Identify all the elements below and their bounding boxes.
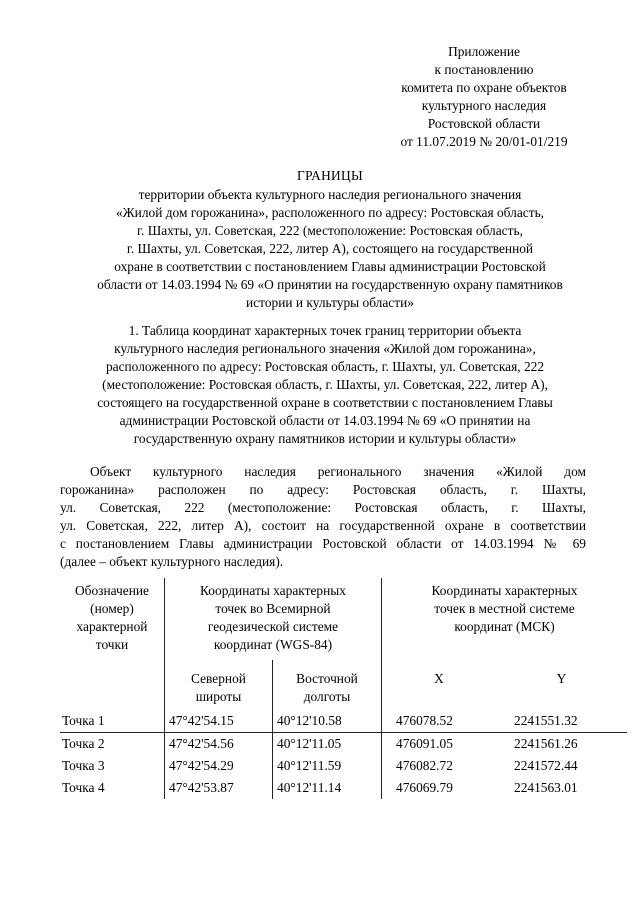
cell-y: 2241563.01: [514, 780, 578, 795]
cell-longitude: 40°12'11.05: [273, 733, 382, 756]
appendix-line: комитета по охране объектов: [401, 80, 567, 95]
cell-longitude: 40°12'10.58: [273, 710, 382, 733]
subtitle-line: охране в соответствии с постановлением Главы администрации Ростовской: [114, 259, 546, 274]
paragraph-line: (далее – объект культурного наследия).: [60, 554, 284, 569]
table-row: [60, 777, 627, 799]
subtitle-line: территории объекта культурного наследия регионального значения: [138, 187, 522, 202]
body-paragraph: [60, 463, 586, 571]
table-row: [60, 733, 627, 756]
header-text: Обозначение: [75, 583, 149, 598]
subtitle-line: истории и культуры области»: [246, 295, 414, 310]
subheader-latitude: [165, 660, 273, 710]
header-text: координат (МСК): [454, 619, 555, 634]
document-title: ГРАНИЦЫ: [297, 168, 363, 183]
header-text: Восточной: [296, 671, 358, 686]
cell-latitude: 47°42'53.87: [165, 777, 273, 799]
subtitle-line: г. Шахты, ул. Советская, 222 (местоположение: Ростовская область,: [137, 223, 523, 238]
header-text: Координаты характерных: [200, 583, 346, 598]
header-text: координат (WGS-84): [213, 637, 333, 652]
header-text: точек во Всемирной: [215, 601, 331, 616]
section-heading-line: расположенного по адресу: Ростовская область, г. Шахты, ул. Советская, 222: [105, 359, 545, 374]
section-heading-line: государственную охрану памятников истории и культуры области»: [133, 431, 517, 446]
paragraph-line: горожанина» расположен по адресу: Ростовская область, г. Шахты,: [60, 482, 586, 497]
cell-x: 476091.05: [382, 733, 497, 756]
header-text: точек в местной системе: [434, 601, 575, 616]
subheader-longitude: [273, 660, 382, 710]
cell-latitude: 47°42'54.15: [165, 710, 273, 733]
header-text: характерной: [76, 619, 148, 634]
cell-longitude: 40°12'11.14: [273, 777, 382, 799]
coordinates-table: [60, 578, 627, 799]
table-row: [60, 710, 627, 733]
section-heading: [60, 322, 590, 448]
header-text: точки: [95, 637, 129, 652]
cell-x: 476078.52: [396, 713, 453, 728]
cell-point: Точка 3: [60, 755, 165, 777]
appendix-line: Приложение: [448, 44, 520, 59]
appendix-block: [372, 43, 596, 151]
header-msk: [382, 578, 628, 660]
cell-point: Точка 2: [60, 733, 165, 756]
cell-latitude: 47°42'54.29: [165, 755, 273, 777]
cell-x: 476069.79: [396, 780, 453, 795]
header-text: X: [434, 671, 444, 686]
table-header-row: [60, 578, 627, 660]
subheader-x: [382, 660, 497, 710]
paragraph-line: Объект культурного наследия регионального значения «Жилой дом: [90, 464, 586, 479]
subheader-y: [496, 660, 627, 710]
cell-point: Точка 4: [60, 777, 165, 799]
section-heading-line: 1. Таблица координат характерных точек границ территории объекта: [128, 323, 522, 338]
header-text: Северной: [191, 671, 246, 686]
cell-y: 2241561.26: [496, 733, 627, 756]
section-heading-line: состоящего на государственной охране в соответствии с постановлением Главы: [97, 395, 553, 410]
cell-point: Точка 1: [60, 710, 165, 733]
header-point-designation: [60, 578, 165, 710]
table-row: [60, 755, 627, 777]
header-text: Координаты характерных: [431, 583, 578, 598]
cell-longitude: 40°12'11.59: [273, 755, 382, 777]
section-heading-line: (местоположение: Ростовская область, г. Шахты, ул. Советская, 222, литер А),: [102, 377, 548, 392]
header-text: долготы: [303, 689, 351, 704]
section-heading-line: администрации Ростовской области от 14.03.1994 № 69 «О принятии на: [119, 413, 531, 428]
subtitle-line: «Жилой дом горожанина», расположенного по адресу: Ростовская область,: [115, 205, 545, 220]
header-text: (номер): [90, 601, 134, 616]
header-text: геодезической системе: [207, 619, 339, 634]
header-wgs84: [165, 578, 382, 660]
paragraph-line: с постановлением Главы администрации Ростовской области от 14.03.1994 № 69: [60, 536, 586, 551]
paragraph-line: ул. Советская, 222, литер А), состоит на государственной охране в соответствии: [60, 518, 586, 533]
subtitle-line: г. Шахты, ул. Советская, 222, литер А), состоящего на государственной: [126, 241, 534, 256]
cell-y: 2241572.44: [514, 758, 578, 773]
cell-x: 476082.72: [396, 758, 453, 773]
cell-y: 2241551.32: [514, 713, 578, 728]
document-subtitle: [60, 186, 600, 312]
appendix-line: Ростовской области: [427, 116, 541, 131]
header-text: широты: [195, 689, 242, 704]
header-text: Y: [556, 671, 567, 686]
appendix-line: культурного наследия: [421, 98, 547, 113]
appendix-line: к постановлению: [434, 62, 534, 77]
section-heading-line: культурного наследия регионального значения «Жилой дом горожанина»,: [114, 341, 536, 356]
subtitle-line: области от 14.03.1994 № 69 «О принятии на государственную охрану памятников: [97, 277, 563, 292]
appendix-date-line: от 11.07.2019 № 20/01-01/219: [400, 134, 568, 149]
cell-latitude: 47°42'54.56: [165, 733, 273, 756]
paragraph-line: ул. Советская, 222 (местоположение: Ростовская область, г. Шахты,: [60, 500, 586, 515]
